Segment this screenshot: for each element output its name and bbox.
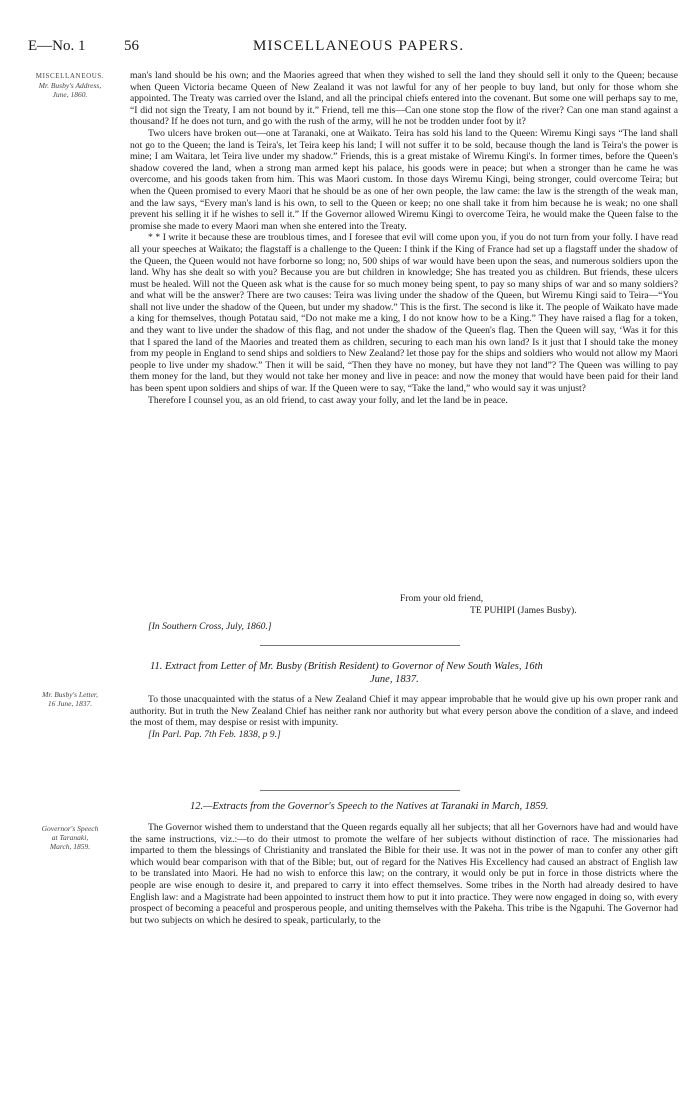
- margin-note-busby-letter: [20, 690, 120, 708]
- paragraph: * * I write it because these are troublous times, and I foresee that evil will come upon you, if you do not turn from your folly. I have read all your speeches at Waikato; the flagstaff is a challenge to the Queen: I think if the King of France had set up a flagstaff under the shadow of the Queen, the Queen would not have forborne so long; no, 500 ships of war would have been upon the seas, and numerous soldiers upon the land. Why has she dealt so with you? Because you are but children in knowledge; She has treated you as children. But friends, these ulcers must be healed. Will not the Queen ask what is the cause for so much money being spent, to pay so many ships of war and so many soldiers? and what will be the answer? There are two causes: Teira was living under the shadow of the Queen, but Wiremu Kingi said to Teira—“You shall not live under the shadow of the Queen, but under my shadow.” This is the first. The second is like it. The people of Waikato have made a king for themselves, though Potatau said, “Do not make me a king, I do not know how to be a King.” They have raised a flag for a token, and they want to live under the shadow of this flag, and not under the shadow of the Queen's flag. Then the Queen will say, ‘Was it for this that I spared the land of the Maories and treated them as children, securing to each man his own land? Is it just that I should take the money from my people in England to send ships and soldiers to New Zealand? let those pay for the ships and soldiers who would not allow my Maori people to live under my shadow.” Then it will be said, “Then they have no money, but have they not land”? The Queen was willing to pay them money for the land, but they would not take her money and live in peace: and now the money that would have been paid for their land has been spent upon soldiers and ships of war. If the Queen were to say, “Take the land,” who would say it was unjust?: [130, 232, 678, 395]
- section-title-text: 12.—Extracts from the Governor's Speech to the Natives at Taranaki in March, 1859.: [190, 801, 549, 812]
- paragraph: The Governor wished them to understand that the Queen regards equally all her subjects; that all her Governors have had and would have the same instructions, viz.:—to do their utmost to promote the welfare of her subjects without distinction of race. The missionaries had imparted to them the blessings of Christianity and translated the Bible for their use. It was not in the power of man to confer any other gift which would bear comparison with that of the Bible; but, out of regard for the Natives His Excellency had caused an abstract of English law to be translated into Maori. He had no wish to enforce this law; on the contrary, it would only be put in force in those districts where the people are wise enough to desire it, and prepared to carry it into effect themselves. Some tribes in the North had already desired to have English law: and a Magistrate had been appointed to instruct them how to put it into practice. They were now engaged in doing so, with every prospect of becoming a peaceful and prosperous people, and uniting themselves with the Pakeha. This tribe is the Ngapuhi. The Governor had but two subjects on which he desired to speak, particularly, to the: [130, 822, 678, 926]
- signature: TE PUHIPI (James Busby).: [470, 605, 577, 616]
- section-divider: [260, 790, 460, 791]
- page-header: [28, 38, 672, 58]
- paragraph: To those unacquainted with the status of a New Zealand Chief it may appear improbable that he would give up his own proper rank and authority. But in truth the New Zealand Chief has neither rank nor authority but what every person above the condition of a slave, and indeed the most of them, may despise or resist with impunity.: [130, 694, 678, 729]
- section-title-line1: 11. Extract from Letter of Mr. Busby (British Resident) to Governor of New South Wales, 16th: [150, 661, 543, 672]
- closing-line: From your old friend,: [400, 593, 484, 604]
- paragraph: Two ulcers have broken out—one at Taranaki, one at Waikato. Teira has sold his land to the Queen: Wiremu Kingi says “The land shall not go to the Queen; the land is Teira's, let Teira keep his land; I will not suffer it to be sold, because though the land is Teira's the power is mine; I am Waitara, let Teira live under my shadow.” Friends, this is a great mistake of Wiremu Kingi's. In former times, before the Queen's shadow covered the land, when a strong man armed kept his palace, his goods were in peace; but when a stronger than he came he was overcome, and his goods taken from him. This was Maori custom. In those days Wiremu Kingi, being stronger, could overcome Teira; but when the Queen promised to every Maori that he should be as one of her own people, the law came: the law is the strength of the weak man, and the law says, “Every man's land is his own, to sell to the Queen or keep; no one shall take it from him because he is weak; no one shall prevent his selling it if he wishes to sell it.” If the Governor allowed Wiremu Kingi to overcome Teira, he would make the Queen false to the promise she made to every Maori man when she entered into the Treaty.: [130, 127, 678, 232]
- margin-note-governor-speech: [20, 824, 120, 851]
- margin-date: 16 June, 1837.: [47, 699, 93, 708]
- section-divider: [260, 645, 460, 646]
- section-busby-address: [130, 70, 678, 406]
- citation: [In Southern Cross, July, 1860.]: [148, 621, 272, 632]
- paragraph: Therefore I counsel you, as an old friend, to cast away your folly, and let the land be in peace.: [148, 394, 508, 406]
- margin-title: Mr. Busby's Address,: [38, 81, 102, 90]
- signoff: [130, 593, 678, 633]
- section-busby-letter: [130, 694, 678, 740]
- margin-title: Governor's Speech: [41, 824, 99, 833]
- margin-title: Mr. Busby's Letter,: [42, 690, 98, 699]
- margin-heading: MISCELLANEOUS.: [35, 72, 105, 80]
- margin-date: June, 1860.: [52, 90, 88, 99]
- section-title-line2: June, 1837.: [370, 674, 419, 685]
- running-title: MISCELLANEOUS PAPERS.: [253, 38, 465, 54]
- margin-note-busby-address: [20, 72, 120, 99]
- margin-place: at Taranaki,: [51, 833, 89, 842]
- section-title-busby-letter: [150, 660, 670, 686]
- section-governor-speech: [130, 822, 678, 926]
- margin-date: March, 1859.: [49, 842, 91, 851]
- paper-reference: E—No. 1: [28, 38, 86, 54]
- citation: [In Parl. Pap. 7th Feb. 1838, p 9.]: [148, 728, 281, 740]
- section-title-governor-speech: [190, 800, 670, 813]
- paragraph: man's land should be his own; and the Maories agreed that when they wished to sell the land they should sell it only to the Queen; because when Queen Victoria became Queen of New Zealand it was not lawful for any of her people to buy land, but only for those whom she appointed. The Treaty was carried over the Island, and all the principal chiefs entered into the covenant. But some one will perhaps say to me, “I did not sign the Treaty, I am not bound by it.” Friend, tell me this—Can one stone stop the flow of the river? Can one man stand against a thousand? If he does not turn, and go with the rush of the army, will he not be trodden under foot by it?: [130, 70, 678, 128]
- page-number: 56: [124, 38, 139, 54]
